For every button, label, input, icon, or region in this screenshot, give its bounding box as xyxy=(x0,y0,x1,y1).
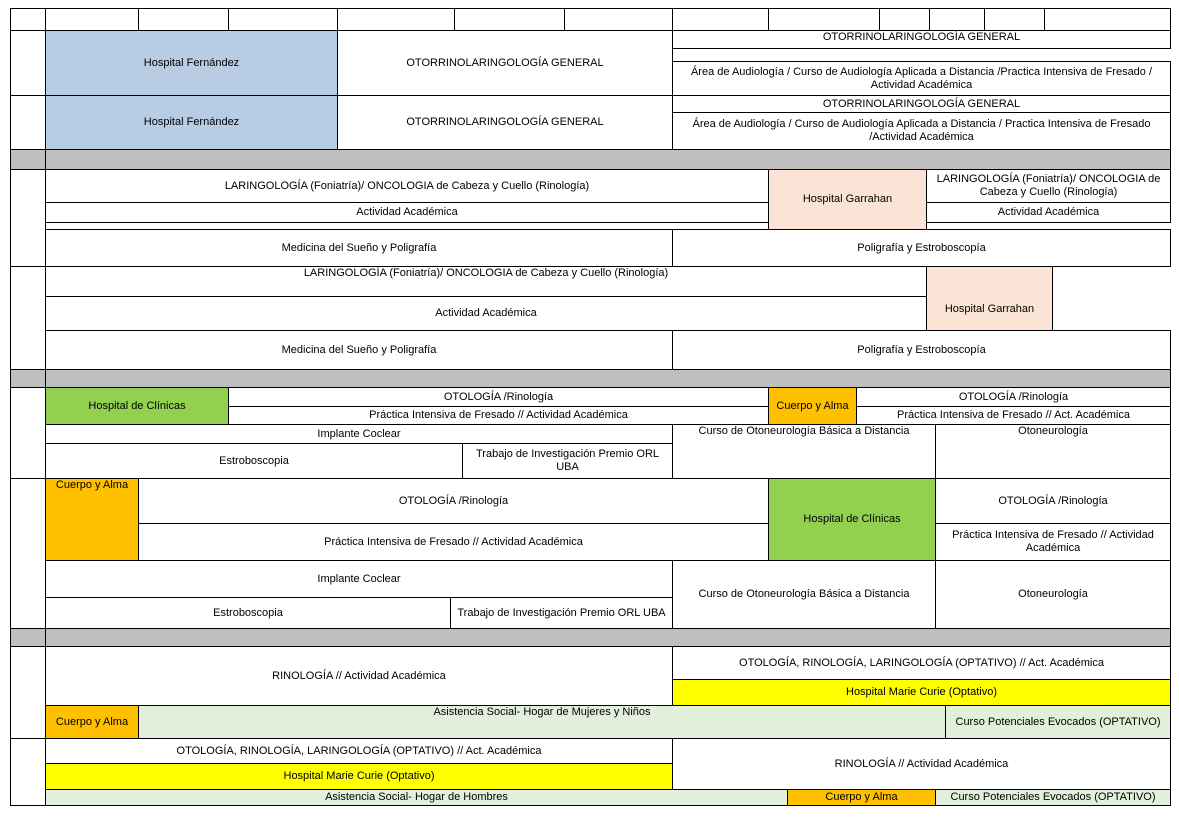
schedule-cell-r4i-potenc xyxy=(945,705,1171,739)
schedule-cell-r4i-asist xyxy=(138,705,946,739)
schedule-cell-r2ii-sueno xyxy=(45,330,673,370)
row-label-r2i xyxy=(10,169,46,267)
schedule-cell-r2i-laring2-text: LARINGOLOGÍA (Foniatría)/ ONCOLOGIA de Cabeza y Cuello (Rinología) xyxy=(936,173,1161,198)
schedule-cell-r1i-orl2 xyxy=(672,30,1171,49)
schedule-cell-r3ii-curso xyxy=(672,560,936,629)
schedule-cell-r4ii-curie xyxy=(45,763,673,790)
schedule-cell-r3ii-implante-text: Implante Coclear xyxy=(317,572,401,585)
schedule-cell-r3i-fresado2-text: Práctica Intensiva de Fresado // Act. Académica xyxy=(897,409,1130,421)
schedule-cell-r1ii-orl1-text: OTORRINOLARINGOLOGÍA GENERAL xyxy=(406,116,604,128)
schedule-cell-r4ii-asist-text: Asistencia Social- Hogar de Hombres xyxy=(325,791,508,803)
schedule-cell-r2ii-acad xyxy=(45,296,927,331)
separator-label-1 xyxy=(10,149,46,170)
schedule-cell-r4i-otol xyxy=(672,646,1171,680)
schedule-cell-r4i-curie-text: Hospital Marie Curie (Optativo) xyxy=(846,686,997,698)
schedule-cell-r4ii-otol xyxy=(45,738,673,764)
schedule-cell-r3i-curso-text: Curso de Otoneurología Básica a Distancia xyxy=(698,425,910,437)
schedule-cell-r2i-acad2 xyxy=(926,202,1171,223)
schedule-cell-r4ii-cuerpo-text: Cuerpo y Alma xyxy=(825,791,898,803)
schedule-cell-r3i-fresado xyxy=(228,406,769,425)
schedule-cell-r3i-clinicas xyxy=(45,387,229,425)
schedule-cell-r3ii-cuerpo-text: Cuerpo y Alma xyxy=(55,479,129,491)
separator-bar-1 xyxy=(45,149,1171,170)
schedule-cell-r2i-acad xyxy=(45,202,769,223)
schedule-cell-r2i-laring-text: LARINGOLOGÍA (Foniatría)/ ONCOLOGIA de Cabeza y Cuello (Rinología) xyxy=(224,179,590,192)
schedule-cell-r1ii-orl2 xyxy=(672,95,1171,113)
month-header-enero xyxy=(454,8,565,31)
schedule-cell-r2ii-polig xyxy=(672,330,1171,370)
month-header-abril xyxy=(768,8,880,31)
schedule-cell-r3i-clinicas-text: Hospital de Clínicas xyxy=(88,399,186,412)
schedule-cell-r2i-acad2-text: Actividad Académica xyxy=(997,206,1100,218)
schedule-cell-r3i-curso xyxy=(672,424,936,479)
schedule-cell-r3i-implante xyxy=(45,424,673,444)
schedule-cell-r4i-potenc-text: Curso Potenciales Evocados (OPTATIVO) xyxy=(955,715,1161,728)
schedule-cell-r3i-oto2-text: OTOLOGÍA /Rinología xyxy=(958,390,1069,403)
month-header-septiembre xyxy=(45,8,139,31)
month-header-febrero xyxy=(564,8,673,31)
schedule-cell-r3ii-trabajo-text: Trabajo de Investigación Premio ORL UBA xyxy=(457,606,666,619)
schedule-cell-r4ii-potenc xyxy=(935,789,1171,806)
schedule-cell-r3ii-oto2-text: OTOLOGÍA /Rinología xyxy=(998,494,1108,507)
month-header-diciembre xyxy=(337,8,455,31)
schedule-cell-r3i-oto xyxy=(228,387,769,407)
schedule-cell-r3ii-clinicas-text: Hospital de Clínicas xyxy=(803,513,901,525)
schedule-cell-r4ii-curie-text: Hospital Marie Curie (Optativo) xyxy=(283,770,435,782)
schedule-cell-r3ii-implante xyxy=(45,560,673,598)
schedule-cell-r4i-asist-text: Asistencia Social- Hogar de Mujeres y Niños xyxy=(433,706,651,718)
schedule-cell-r3i-oto2 xyxy=(856,387,1171,407)
row-label-r4i xyxy=(10,646,46,739)
schedule-cell-r4i-otol-text: OTOLOGÍA, RINOLOGÍA, LARINGOLOGÍA (OPTATIVO) // Act. Académica xyxy=(739,656,1104,669)
schedule-cell-r4i-cuerpo-text: Cuerpo y Alma xyxy=(55,715,129,728)
schedule-cell-r3ii-otoneuro xyxy=(935,560,1171,629)
schedule-cell-r4i-curie xyxy=(672,679,1171,706)
schedule-cell-r4ii-asist xyxy=(45,789,788,806)
schedule-cell-r3i-cuerpo xyxy=(768,387,857,425)
schedule-cell-r2i-acad-text: Actividad Académica xyxy=(356,206,458,218)
schedule-cell-r2ii-laring-text: LARINGOLOGÍA (Foniatría)/ ONCOLOGIA de Cabeza y Cuello (Rinología) xyxy=(303,267,669,279)
schedule-cell-r3ii-trabajo xyxy=(450,597,673,629)
schedule-cell-r1i-fernandez-text: Hospital Fernández xyxy=(143,56,240,69)
schedule-cell-r4i-cuerpo xyxy=(45,705,139,739)
schedule-cell-r3ii-oto2 xyxy=(935,478,1171,524)
row-label-r1i xyxy=(10,30,46,96)
schedule-cell-r3i-cuerpo-text: Cuerpo y Alma xyxy=(776,399,849,412)
schedule-cell-r3ii-estrob xyxy=(45,597,451,629)
schedule-cell-r3i-trabajo xyxy=(462,443,673,479)
schedule-cell-r2ii-acad-text: Actividad Académica xyxy=(435,307,537,319)
schedule-cell-r3ii-estrob-text: Estroboscopia xyxy=(213,606,283,619)
schedule-cell-r4ii-rino-text: RINOLOGÍA // Actividad Académica xyxy=(834,757,1009,770)
schedule-cell-r1i-audio xyxy=(672,61,1171,96)
schedule-cell-r3ii-cuerpo xyxy=(45,478,139,561)
schedule-cell-r1ii-orl2-text: OTORRINOLARINGOLOGÍA GENERAL xyxy=(822,97,1021,110)
schedule-cell-r2i-sueno-text: Medicina del Sueño y Poligrafía xyxy=(281,241,437,254)
schedule-cell-r1ii-orl1 xyxy=(337,95,673,150)
schedule-cell-r3i-implante-text: Implante Coclear xyxy=(317,427,401,440)
month-header-marzo xyxy=(672,8,769,31)
schedule-cell-r3ii-clinicas xyxy=(768,478,936,561)
schedule-cell-r3i-fresado2 xyxy=(856,406,1171,425)
schedule-cell-r3i-estrob-text: Estroboscopia xyxy=(219,454,289,467)
schedule-cell-r2i-garrahan-text: Hospital Garrahan xyxy=(802,193,893,205)
schedule-cell-r1ii-audio xyxy=(672,112,1171,150)
schedule-cell-r2ii-sueno-text: Medicina del Sueño y Poligrafía xyxy=(281,343,437,356)
schedule-cell-r3ii-fresado-text: Práctica Intensiva de Fresado // Actividad Académica xyxy=(324,535,583,548)
schedule-cell-r3i-oto-text: OTOLOGÍA /Rinología xyxy=(443,390,554,403)
schedule-cell-r1i-audio-text: Área de Audiología / Curso de Audiología Aplicada a Distancia /Practica Intensiva de Fresado / Actividad Académica xyxy=(690,65,1153,91)
schedule-cell-r2ii-garrahan-text: Hospital Garrahan xyxy=(944,303,1035,315)
schedule-cell-r1i-orl1 xyxy=(337,30,673,96)
schedule-cell-r3ii-oto-text: OTOLOGÍA /Rinología xyxy=(398,494,509,507)
schedule-cell-r1i-orl1-text: OTORRINOLARINGOLOGÍA GENERAL xyxy=(406,56,604,69)
schedule-cell-r3i-fresado-text: Práctica Intensiva de Fresado // Actividad Académica xyxy=(369,409,628,421)
separator-bar-2 xyxy=(45,369,1171,388)
separator-label-3 xyxy=(10,628,46,647)
schedule-cell-r4ii-rino xyxy=(672,738,1171,790)
schedule-cell-r3ii-oto xyxy=(138,478,769,524)
schedule-cell-r3ii-fresado2 xyxy=(935,523,1171,561)
month-header-julio xyxy=(984,8,1045,31)
row-label-r2ii xyxy=(10,266,46,370)
schedule-cell-r4ii-cuerpo xyxy=(787,789,936,806)
schedule-cell-r3ii-fresado2-text: Práctica Intensiva de Fresado // Actividad Académica xyxy=(952,529,1154,554)
month-header-junio xyxy=(929,8,985,31)
schedule-cell-r1i-orl2-text: OTORRINOLARINGOLOGÍA GENERAL xyxy=(822,31,1021,43)
schedule-cell-r2i-laring xyxy=(45,169,769,203)
schedule-cell-r2i-polig-text: Poligrafía y Estroboscopía xyxy=(857,241,986,254)
schedule-cell-r1ii-fernandez xyxy=(45,95,338,150)
separator-bar-3 xyxy=(45,628,1171,647)
schedule-cell-r4i-rino-text: RINOLOGÍA // Actividad Académica xyxy=(272,669,446,682)
header-corner xyxy=(10,8,46,31)
schedule-cell-r3i-otoneuro xyxy=(935,424,1171,479)
schedule-cell-r4ii-otol-text: OTOLOGÍA, RINOLOGÍA, LARINGOLOGÍA (OPTATIVO) // Act. Académica xyxy=(176,744,542,757)
schedule-cell-r2i-garrahan xyxy=(768,169,927,230)
schedule-cell-r4ii-potenc-text: Curso Potenciales Evocados (OPTATIVO) xyxy=(950,791,1156,803)
schedule-cell-r2ii-polig-text: Poligrafía y Estroboscopía xyxy=(857,343,986,356)
schedule-cell-r3ii-fresado xyxy=(138,523,769,561)
row-label-r4ii xyxy=(10,738,46,806)
row-label-r3ii xyxy=(10,478,46,629)
schedule-cell-r3i-otoneuro-text: Otoneurología xyxy=(1018,425,1088,437)
row-label-r3i xyxy=(10,387,46,479)
schedule-cell-r3i-trabajo-text: Trabajo de Investigación Premio ORL UBA xyxy=(475,448,659,473)
schedule-cell-r2i-laring2 xyxy=(926,169,1171,203)
separator-label-2 xyxy=(10,369,46,388)
schedule-cell-r1ii-audio-text: Área de Audiología / Curso de Audiología Aplicada a Distancia / Practica Intensiva de Fresado /Actividad Académica xyxy=(692,118,1151,143)
schedule-cell-r4i-rino xyxy=(45,646,673,706)
month-header-mayo xyxy=(879,8,930,31)
month-header-octubre xyxy=(138,8,229,31)
schedule-cell-r2i-polig xyxy=(672,229,1171,267)
schedule-cell-r3i-estrob xyxy=(45,443,463,479)
schedule-cell-r2i-sueno xyxy=(45,229,673,267)
schedule-cell-r1ii-fernandez-text: Hospital Fernández xyxy=(143,116,240,128)
month-header-agosto xyxy=(1044,8,1171,31)
schedule-cell-r3ii-otoneuro-text: Otoneurología xyxy=(1018,588,1088,600)
month-header-noviembre xyxy=(228,8,338,31)
schedule-cell-r3ii-curso-text: Curso de Otoneurología Básica a Distancia xyxy=(698,588,910,600)
row-label-r1ii xyxy=(10,95,46,150)
schedule-cell-r1i-fernandez xyxy=(45,30,338,96)
schedule-cell-r2ii-laring xyxy=(45,266,927,297)
